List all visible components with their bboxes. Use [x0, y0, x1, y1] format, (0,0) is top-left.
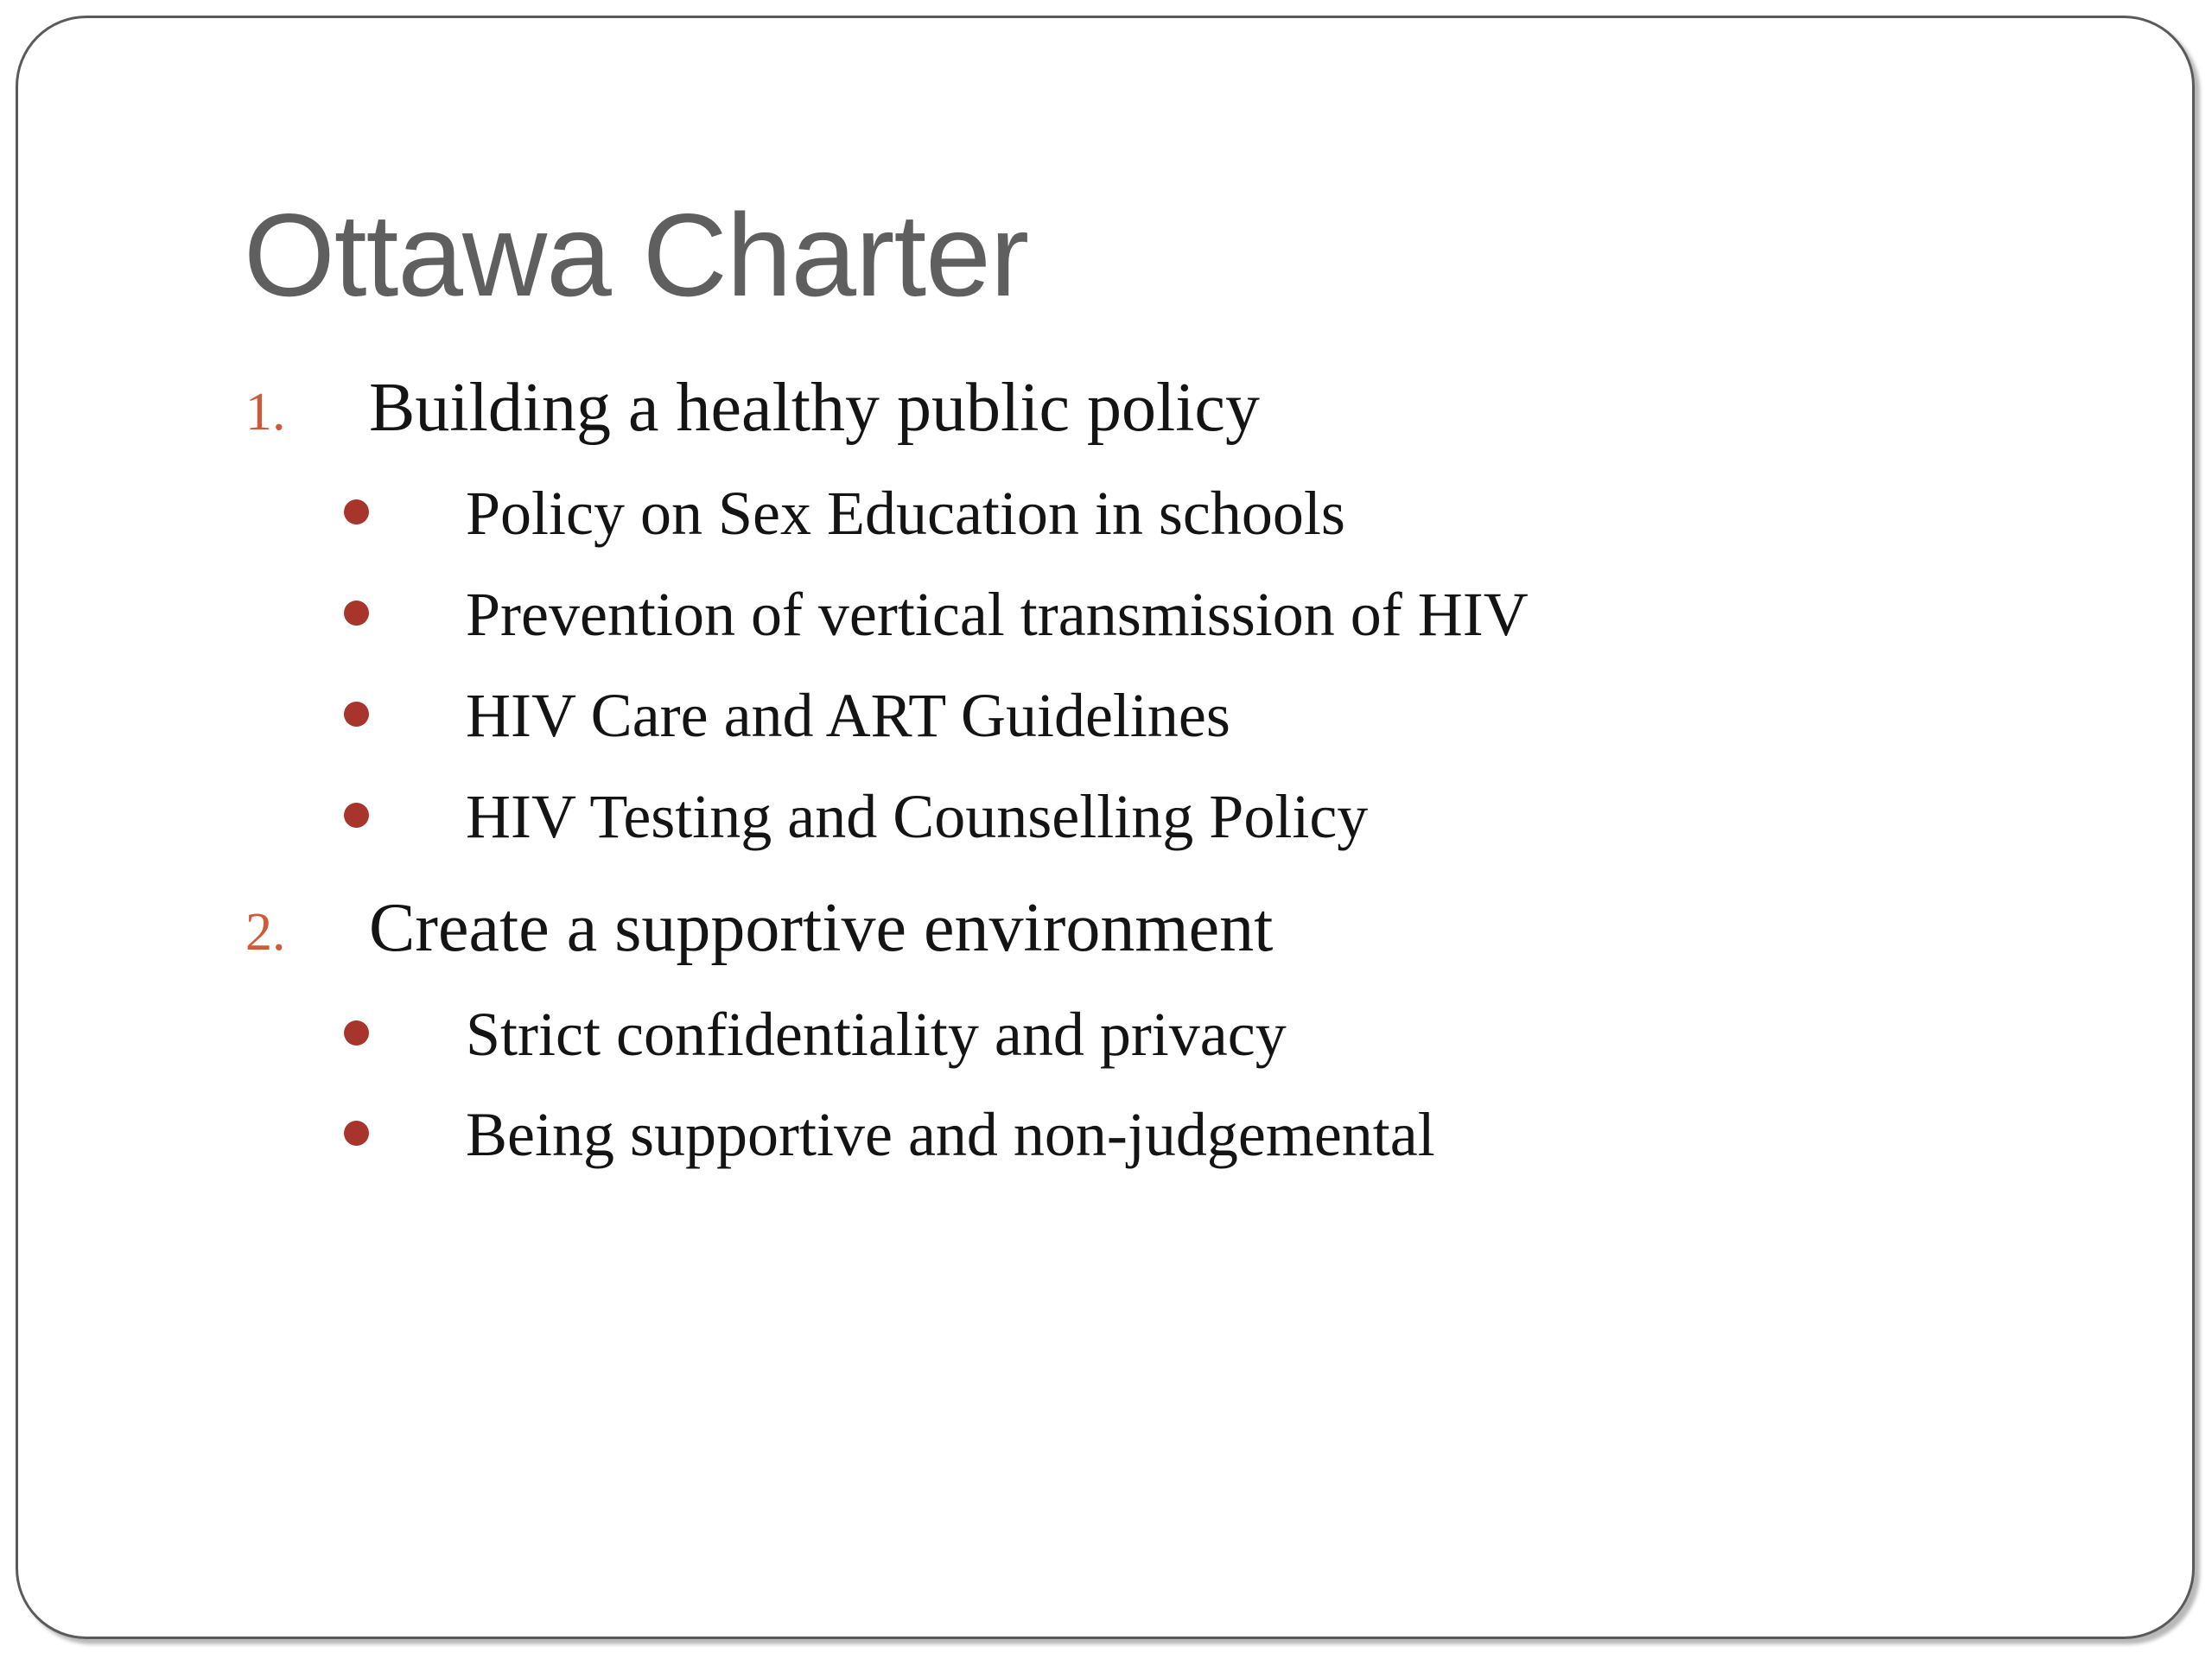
bullet-item: Prevention of vertical transmission of HIV [466, 580, 1529, 649]
bullet-item: HIV Care and ART Guidelines [466, 681, 1230, 750]
bullet-icon [344, 601, 369, 626]
bullet-icon [344, 702, 369, 727]
bullet-icon [344, 499, 369, 524]
bullet-icon [344, 1121, 369, 1146]
slide-title: Ottawa Charter [244, 189, 1029, 321]
bullet-icon [344, 1020, 369, 1046]
bullet-item: Policy on Sex Education in schools [466, 479, 1345, 548]
list-number: 2. [245, 903, 286, 962]
bullet-icon [344, 803, 369, 828]
bullet-item: Strict confidentiality and privacy [466, 1000, 1287, 1069]
list-item-heading: Create a supportive environment [369, 890, 1274, 966]
bullet-item: HIV Testing and Counselling Policy [466, 782, 1369, 851]
bullet-item: Being supportive and non-judgemental [466, 1100, 1435, 1169]
list-number: 1. [245, 383, 286, 442]
list-item-heading: Building a healthy public policy [369, 370, 1260, 446]
